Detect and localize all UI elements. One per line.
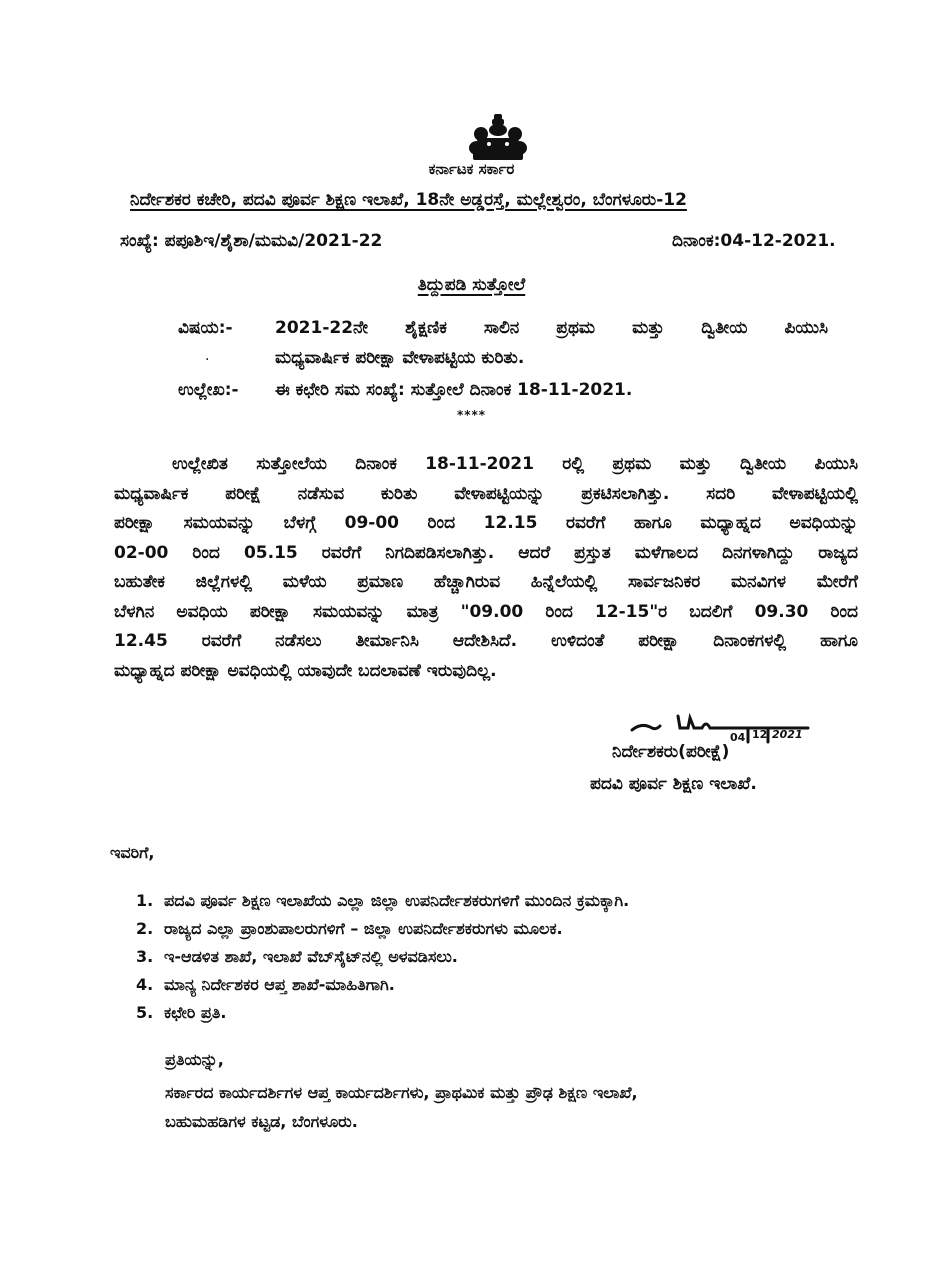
document-date: ದಿನಾಂಕ:04-12-2021. [672,231,836,251]
government-name: ಕರ್ನಾಟಕ ಸರ್ಕಾರ [428,160,515,178]
signatory-title: ನಿರ್ದೇಶಕರು(ಪರೀಕ್ಷೆ) [612,742,730,762]
copy-to-line: ಸರ್ಕಾರದ ಕಾರ್ಯದರ್ಶಿಗಳ ಆಪ್ತ ಕಾರ್ಯದರ್ಶಿಗಳು, ಪ್ರಾಥಮಿಕ ಮತ್ತು ಪ್ರೌಢ ಶಿಕ್ಷಣ ಇಲಾಖೆ, [165,1083,638,1102]
subject-label: ವಿಷಯ:- [178,318,233,338]
body-line: ಬಹುತೇಕ ಜಿಲ್ಲೆಗಳಲ್ಲಿ ಮಳೆಯ ಪ್ರಮಾಣ ಹೆಚ್ಚಾಗಿರುವ ಹಿನ್ನೆಲೆಯಲ್ಲಿ ಸಾರ್ವಜನಿಕರ ಮನವಿಗಳ ಮೇರೆಗೆ [114,572,858,592]
recipients-label: ಇವರಿಗೆ, [110,843,155,862]
recipient-item [136,919,856,947]
copy-to-label: ಪ್ರತಿಯನ್ನು, [165,1050,224,1069]
body-line: ಬೆಳಗಿನ ಅವಧಿಯ ಪರೀಕ್ಷಾ ಸಮಯವನ್ನು ಮಾತ್ರ "09.00 ರಿಂದ 12-15"ರ ಬದಲಿಗೆ 09.30 ರಿಂದ [114,601,858,622]
office-address: ನಿರ್ದೇಶಕರ ಕಚೇರಿ, ಪದವಿ ಪೂರ್ವ ಶಿಕ್ಷಣ ಇಲಾಖೆ, 18ನೇ ಅಡ್ಡರಸ್ತೆ, ಮಲ್ಲೇಶ್ವರಂ, ಬೆಂಗಳೂರು-12 [130,190,687,210]
svg-text:04: 04 [730,731,746,744]
document-heading: ತಿದ್ದುಪಡಿ ಸುತ್ತೋಲೆ [417,275,526,295]
recipient-number: 5. [136,1003,154,1022]
body-line: 02-00 ರಿಂದ 05.15 ರವರೆಗೆ ನಿಗದಿಪಡಿಸಲಾಗಿತ್ತು. ಆದರೆ ಪ್ರಸ್ತುತ ಮಳೆಗಾಲದ ದಿನಗಳಾಗಿದ್ದು ರಾಜ್ಯದ [114,542,858,563]
karnataka-state-emblem-icon [463,112,533,164]
body-paragraph [114,450,858,686]
recipient-item [136,975,856,1003]
recipient-text: ಕಛೇರಿ ಪ್ರತಿ. [164,1003,227,1022]
body-line: ಪರೀಕ್ಷಾ ಸಮಯವನ್ನು ಬೆಳಗ್ಗೆ 09-00 ರಿಂದ 12.15 ರವರೆಗೆ ಹಾಗೂ ಮಧ್ಯಾಹ್ನದ ಅವಧಿಯನ್ನು [114,513,858,533]
section-separator: **** [456,408,487,422]
body-line: ಮಧ್ಯವಾರ್ಷಿಕ ಪರೀಕ್ಷೆ ನಡೆಸುವ ಕುರಿತು ವೇಳಾಪಟ್ಟಿಯನ್ನು ಪ್ರಕಟಿಸಲಾಗಿತ್ತು. ಸದರಿ ವೇಳಾಪಟ್ಟಿಯಲ್ಲಿ [114,483,858,504]
copy-to-text [165,1078,865,1136]
svg-text:12: 12 [752,728,768,741]
signatory-department: ಪದವಿ ಪೂರ್ವ ಶಿಕ್ಷಣ ಇಲಾಖೆ. [590,774,757,794]
subject-text-line-2: ಮಧ್ಯವಾರ್ಷಿಕ ಪರೀಕ್ಷಾ ವೇಳಾಪಟ್ಟಿಯ ಕುರಿತು. [275,348,525,368]
body-line: 12.45 ರವರೆಗೆ ನಡೆಸಲು ತೀರ್ಮಾನಿಸಿ ಆದೇಶಿಸಿದೆ. ಉಳಿದಂತೆ ಪರೀಕ್ಷಾ ದಿನಾಂಕಗಳಲ್ಲಿ ಹಾಗೂ [114,631,858,651]
reference-label: ಉಲ್ಲೇಖ:- [178,380,239,400]
recipient-text: ಇ-ಆಡಳಿತ ಶಾಖೆ, ಇಲಾಖೆ ವೆಬ್‌ಸೈಟ್‌ನಲ್ಲಿ ಅಳವಡಿಸಲು. [164,947,458,966]
recipient-number: 1. [136,891,154,910]
copy-to-line: ಬಹುಮಹಡಿಗಳ ಕಟ್ಟಡ, ಬೆಂಗಳೂರು. [165,1112,358,1131]
body-line: ಉಲ್ಲೇಖಿತ ಸುತ್ತೋಲೆಯ ದಿನಾಂಕ 18-11-2021 ರಲ್ಲಿ ಪ್ರಥಮ ಮತ್ತು ದ್ವಿತೀಯ ಪಿಯುಸಿ [172,454,858,474]
reference-text: ಈ ಕಛೇರಿ ಸಮ ಸಂಖ್ಯೆ: ಸುತ್ತೋಲೆ ದಿನಾಂಕ 18-11-2021. [275,380,633,400]
handwritten-signature [628,708,818,744]
svg-text:2021: 2021 [772,728,803,741]
stray-dot: . [205,348,210,364]
recipient-text: ಪದವಿ ಪೂರ್ವ ಶಿಕ್ಷಣ ಇಲಾಖೆಯ ಎಲ್ಲಾ ಜಿಲ್ಲಾ ಉಪನಿರ್ದೇಶಕರುಗಳಿಗೆ ಮುಂದಿನ ಕ್ರಮಕ್ಕಾಗಿ. [164,891,630,910]
reference-number: ಸಂಖ್ಯೆ: ಪಪೂಶಿಇ/ಶೈಶಾ/ಮಮವಿ/2021-22 [120,231,383,251]
recipient-item [136,891,856,919]
recipient-text: ರಾಜ್ಯದ ಎಲ್ಲಾ ಪ್ರಾಂಶುಪಾಲರುಗಳಿಗೆ – ಜಿಲ್ಲಾ ಉಪನಿರ್ದೇಶಕರುಗಳು ಮೂಲಕ. [164,919,563,938]
recipients-list [136,891,856,1031]
recipient-number: 3. [136,947,154,966]
recipient-item [136,947,856,975]
subject-text-line-1: 2021-22ನೇ ಶೈಕ್ಷಣಿಕ ಸಾಲಿನ ಪ್ರಥಮ ಮತ್ತು ದ್ವಿತೀಯ ಪಿಯುಸಿ [275,318,828,338]
recipient-text: ಮಾನ್ಯ ನಿರ್ದೇಶಕರ ಆಪ್ತ ಶಾಖೆ-ಮಾಹಿತಿಗಾಗಿ. [164,975,395,994]
recipient-item [136,1003,856,1031]
recipient-number: 4. [136,975,154,994]
recipient-number: 2. [136,919,154,938]
body-line: ಮಧ್ಯಾಹ್ನದ ಪರೀಕ್ಷಾ ಅವಧಿಯಲ್ಲಿ ಯಾವುದೇ ಬದಲಾವಣೆ ಇರುವುದಿಲ್ಲ. [114,660,497,681]
